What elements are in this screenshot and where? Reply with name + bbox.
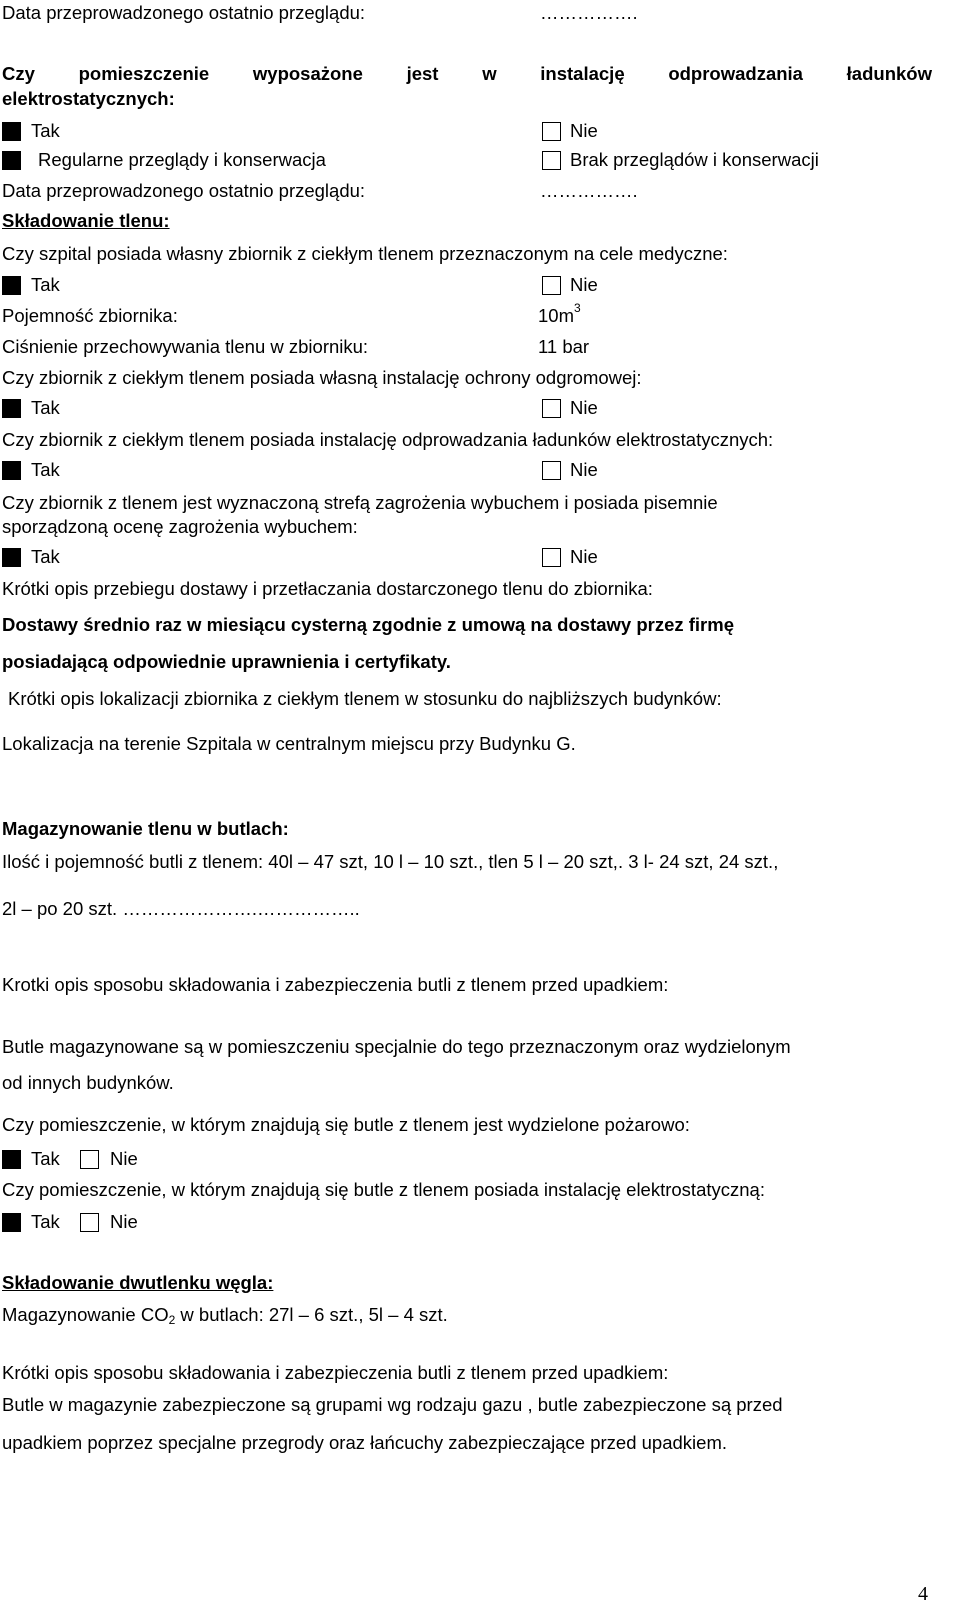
oxygen-tank-question: Czy szpital posiada własny zbiornik z ciekłym tlenem przeznaczonym na cele medyczne: (2, 243, 728, 264)
explosion-zone-yes-checkbox[interactable] (2, 548, 21, 567)
tank-static-yes-checkbox[interactable] (2, 461, 21, 480)
tank-capacity-label: Pojemność zbiornika: (2, 305, 178, 326)
fire-separation-question: Czy pomieszczenie, w którym znajdują się butle z tlenem jest wydzielone pożarowo: (2, 1114, 690, 1135)
cylinders-storage-line2: od innych budynków. (2, 1072, 174, 1093)
delivery-text-line1: Dostawy średnio raz w miesiącu cysterną zgodnie z umową na dostawy przez firmę (2, 614, 734, 635)
cylinder-room-static-yes-checkbox[interactable] (2, 1213, 21, 1232)
last-inspection-value: ……………. (540, 2, 638, 23)
room-static-yes-checkbox[interactable] (2, 122, 21, 141)
co2-protection-line1: Butle w magazynie zabezpieczone są grupami wg rodzaju gazu , butle zabezpieczone są przed (2, 1394, 783, 1415)
no-inspections-label: Brak przeglądów i konserwacji (570, 149, 819, 170)
fire-separation-yes-label: Tak (31, 1148, 60, 1169)
fire-separation-no-checkbox[interactable] (80, 1150, 99, 1169)
oxygen-tank-no-label: Nie (570, 274, 598, 295)
regular-inspections-checkbox[interactable] (2, 151, 21, 170)
room-static-yes-label: Tak (31, 120, 60, 141)
cylinders-storage-line1: Butle magazynowane są w pomieszczeniu specjalnie do tego przeznaczonym oraz wydzielonym (2, 1036, 791, 1057)
co2-storage-heading: Składowanie dwutlenku węgla: (2, 1272, 274, 1293)
tank-pressure-value: 11 bar (538, 336, 590, 357)
location-value: Lokalizacja na terenie Szpitala w centralnym miejscu przy Budynku G. (2, 733, 576, 754)
oxygen-tank-no-checkbox[interactable] (542, 276, 561, 295)
explosion-zone-question-line1: Czy zbiornik z tlenem jest wyznaczoną strefą zagrożenia wybuchem i posiada pisemnie (2, 492, 718, 513)
room-static-no-checkbox[interactable] (542, 122, 561, 141)
oxygen-tank-yes-checkbox[interactable] (2, 276, 21, 295)
cylinder-room-static-no-checkbox[interactable] (80, 1213, 99, 1232)
room-static-no-label: Nie (570, 120, 598, 141)
cylinder-room-static-question: Czy pomieszczenie, w którym znajdują się butle z tlenem posiada instalację elektrostatyczną: (2, 1179, 765, 1200)
explosion-zone-no-checkbox[interactable] (542, 548, 561, 567)
lightning-protection-question: Czy zbiornik z ciekłym tlenem posiada własną instalację ochrony odgromowej: (2, 367, 642, 388)
room-last-inspection-value: ……………. (540, 180, 638, 201)
lightning-no-checkbox[interactable] (542, 399, 561, 418)
delivery-text-line2: posiadającą odpowiednie uprawnienia i certyfikaty. (2, 651, 451, 672)
explosion-zone-question-line2: sporządzoną ocenę zagrożenia wybuchem: (2, 516, 358, 537)
tank-pressure-label: Ciśnienie przechowywania tlenu w zbiorniku: (2, 336, 369, 357)
tank-capacity-value: $10m^3$ (538, 301, 581, 326)
cylinders-quantity-line1: Ilość i pojemność butli z tlenem: 40l – 47 szt, 10 l – 10 szt., tlen 5 l – 20 szt,. 3 l- 24 szt, 24 szt., (2, 851, 779, 872)
delivery-label: Krótki opis przebiegu dostawy i przetłaczania dostarczonego tlenu do zbiornika: (2, 578, 653, 599)
no-inspections-checkbox[interactable] (542, 151, 561, 170)
lightning-yes-label: Tak (31, 397, 60, 418)
location-label: Krótki opis lokalizacji zbiornika z ciekłym tlenem w stosunku do najbliższych budynków: (8, 688, 722, 709)
cylinders-quantity-line2: 2l – po 20 szt. ………………….…………….. (2, 898, 360, 919)
lightning-no-label: Nie (570, 397, 598, 418)
tank-static-no-label: Nie (570, 459, 598, 480)
co2-protection-label: Krótki opis sposobu składowania i zabezpieczenia butli z tlenem przed upadkiem: (2, 1362, 669, 1383)
lightning-yes-checkbox[interactable] (2, 399, 21, 418)
room-static-question-line1: Czy pomieszczenie wyposażone jest w instalację odprowadzania ładunków (2, 63, 932, 84)
co2-protection-line2: upadkiem poprzez specjalne przegrody oraz łańcuchy zabezpieczające przed upadkiem. (2, 1432, 727, 1453)
cylinder-room-static-yes-label: Tak (31, 1211, 60, 1232)
tank-static-no-checkbox[interactable] (542, 461, 561, 480)
room-static-question-line2: elektrostatycznych: (2, 88, 175, 109)
last-inspection-label: Data przeprowadzonego ostatnio przeglądu: (2, 2, 366, 23)
room-last-inspection-label: Data przeprowadzonego ostatnio przeglądu: (2, 180, 366, 201)
cylinders-storage-label: Krotki opis sposobu składowania i zabezpieczenia butli z tlenem przed upadkiem: (2, 974, 669, 995)
cylinders-heading: Magazynowanie tlenu w butlach: (2, 818, 289, 839)
oxygen-storage-heading: Składowanie tlenu: (2, 210, 170, 231)
page-number: 4 (918, 1583, 928, 1605)
tank-static-yes-label: Tak (31, 459, 60, 480)
cylinder-room-static-no-label: Nie (110, 1211, 138, 1232)
co2-storage-text: Magazynowanie $CO_2$ w butlach: 27l – 6 szt., 5l – 4 szt. (2, 1304, 448, 1327)
regular-inspections-label: Regularne przeglądy i konserwacja (38, 149, 326, 170)
explosion-zone-no-label: Nie (570, 546, 598, 567)
explosion-zone-yes-label: Tak (31, 546, 60, 567)
fire-separation-no-label: Nie (110, 1148, 138, 1169)
oxygen-tank-yes-label: Tak (31, 274, 60, 295)
tank-static-question: Czy zbiornik z ciekłym tlenem posiada instalację odprowadzania ładunków elektrostatycznych: (2, 429, 774, 450)
fire-separation-yes-checkbox[interactable] (2, 1150, 21, 1169)
